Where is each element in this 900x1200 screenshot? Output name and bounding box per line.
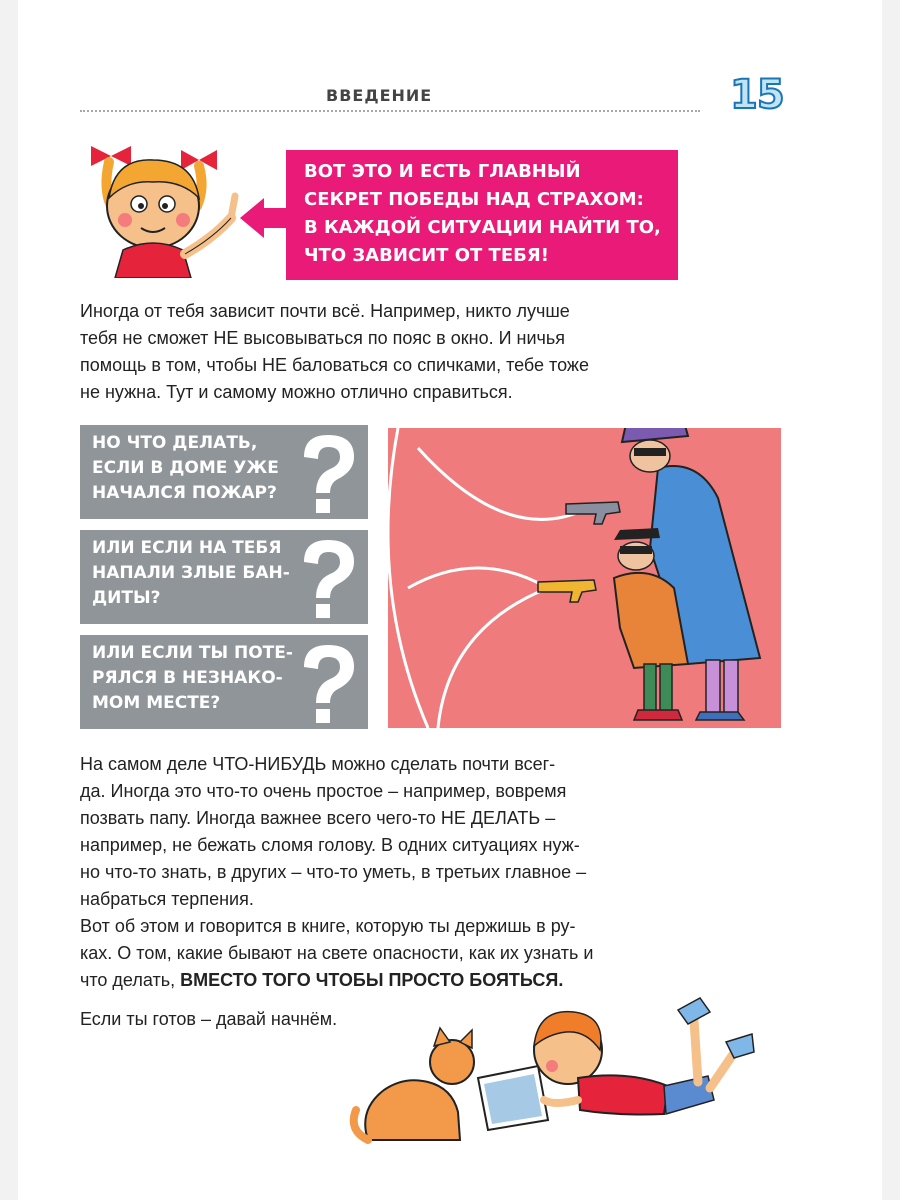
- bandits-illustration: [388, 428, 781, 728]
- question-line: ИЛИ ЕСЛИ НА ТЕБЯ: [92, 538, 282, 558]
- question-line: ЕСЛИ В ДОМЕ УЖЕ: [92, 458, 279, 478]
- paragraph-line: позвать папу. Иногда важнее всего чего-то НЕ ДЕЛАТЬ –: [80, 808, 556, 828]
- book-page: [18, 0, 882, 1200]
- main-paragraph: [80, 751, 700, 994]
- intro-paragraph: [80, 298, 700, 406]
- bandits-with-guns-icon: [388, 428, 781, 728]
- girl-pointing-illustration: [73, 128, 258, 278]
- question-line: ДИТЫ?: [92, 588, 161, 608]
- callout-line: СЕКРЕТ ПОБЕДЫ НАД СТРАХОМ:: [304, 189, 644, 210]
- question-box-bandits: [80, 530, 368, 624]
- question-line: ИЛИ ЕСЛИ ТЫ ПОТЕ-: [92, 643, 293, 663]
- paragraph-line: набраться терпения.: [80, 889, 254, 909]
- question-box-fire: [80, 425, 368, 519]
- paragraph-line: но что-то знать, в других – что-то уметь, в третьих главное –: [80, 862, 587, 882]
- paragraph-line: Иногда от тебя зависит почти всё. Например, никто лучше: [80, 301, 570, 321]
- paragraph-line: Вот об этом и говорится в книге, которую ты держишь в ру-: [80, 916, 576, 936]
- callout-line: В КАЖДОЙ СИТУАЦИИ НАЙТИ ТО,: [304, 217, 661, 238]
- question-line: НАПАЛИ ЗЛЫЕ БАН-: [92, 563, 290, 583]
- paragraph-line: Если ты готов – давай начнём.: [80, 1009, 338, 1029]
- last-line-text: что делать,: [80, 970, 181, 990]
- main-secret-callout: [286, 150, 678, 280]
- callout-line: ВОТ ЭТО И ЕСТЬ ГЛАВНЫЙ: [304, 161, 581, 182]
- page-number: 15: [730, 72, 784, 118]
- boy-reading-with-cat-illustration: [348, 990, 758, 1150]
- paragraph-line: не нужна. Тут и самому можно отлично справиться.: [80, 382, 513, 402]
- question-box-lost: [80, 635, 368, 729]
- paragraph-line: На самом деле ЧТО-НИБУДЬ можно сделать почти всег-: [80, 754, 556, 774]
- question-line: МОМ МЕСТЕ?: [92, 693, 221, 713]
- question-line: НАЧАЛСЯ ПОЖАР?: [92, 483, 277, 503]
- paragraph-line: да. Иногда это что-то очень простое – например, вовремя: [80, 781, 567, 801]
- question-line: НО ЧТО ДЕЛАТЬ,: [92, 433, 258, 453]
- paragraph-line: помощь в том, чтобы НЕ баловаться со спичками, тебе тоже: [80, 355, 589, 375]
- section-title: ВВЕДЕНИЕ: [326, 86, 433, 105]
- callout-line: ЧТО ЗАВИСИТ ОТ ТЕБЯ!: [304, 245, 549, 266]
- paragraph-line: например, не бежать сломя голову. В одних ситуациях нуж-: [80, 835, 580, 855]
- paragraph-line: тебя не сможет НЕ высовываться по пояс в окно. И ничья: [80, 328, 566, 348]
- last-line-bold-text: ВМЕСТО ТОГО ЧТОБЫ ПРОСТО БОЯТЬСЯ.: [180, 970, 564, 990]
- question-line: РЯЛСЯ В НЕЗНАКО-: [92, 668, 283, 688]
- paragraph-line: ках. О том, какие бывают на свете опасности, как их узнать и: [80, 943, 594, 963]
- header-dotted-rule: [80, 110, 700, 112]
